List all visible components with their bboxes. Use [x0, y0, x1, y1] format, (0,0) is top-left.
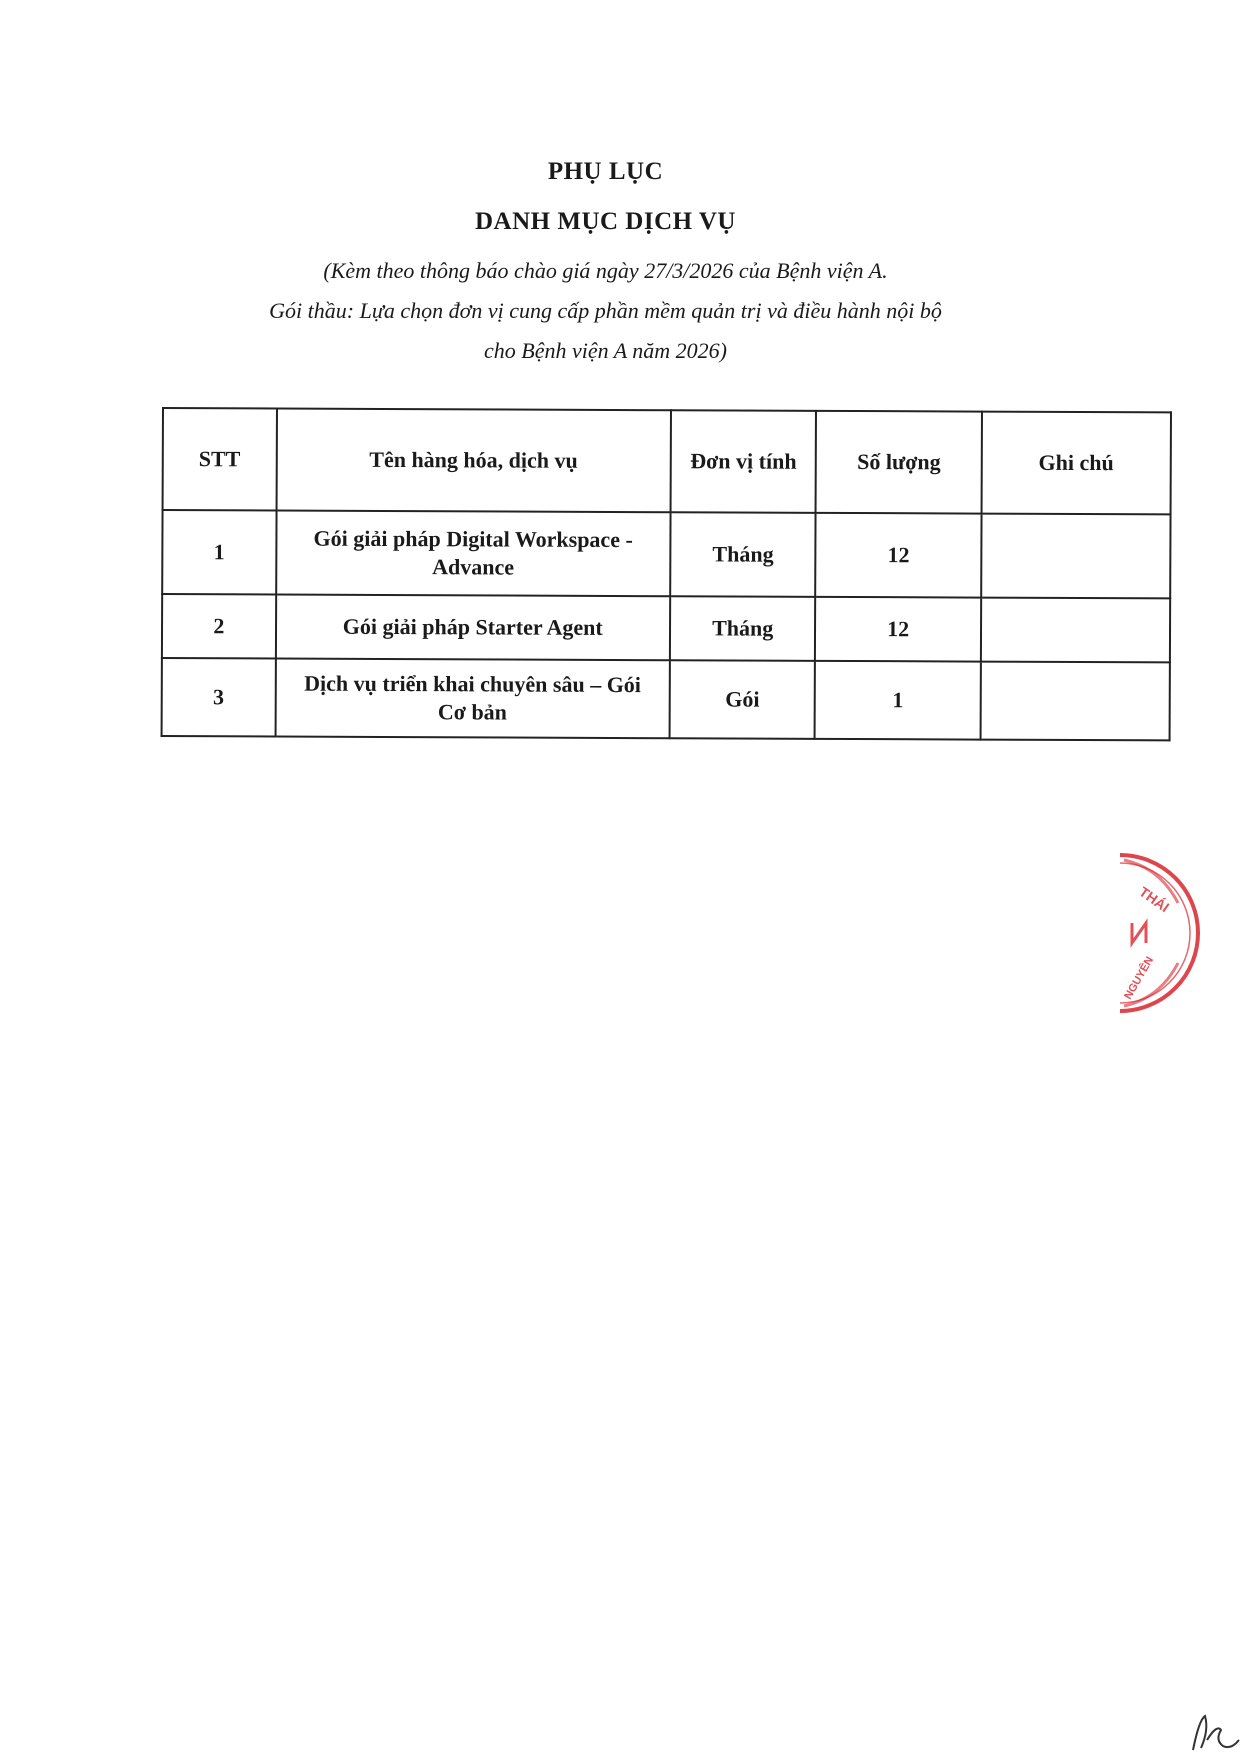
cell-name-line-2: Cơ bản	[437, 699, 508, 725]
cell-note	[981, 598, 1170, 663]
cell-name	[276, 510, 671, 596]
header-stt: STT	[163, 408, 277, 510]
cell-stt: 2	[162, 594, 276, 658]
cell-name-line-1: Dịch vụ triển khai chuyên sâu – Gói	[304, 670, 642, 698]
appendix-title: PHỤ LỤC	[547, 158, 664, 185]
header-name: Tên hàng hóa, dịch vụ	[276, 409, 671, 513]
cell-name-line-1: Gói giải pháp Starter Agent	[342, 613, 603, 640]
cell-note	[980, 662, 1169, 741]
subtitle-line-2: Gói thầu: Lựa chọn đơn vị cung cấp phần mềm quản trị và điều hành nội bộ	[269, 298, 942, 323]
catalog-title: DANH MỤC DỊCH VỤ	[474, 208, 736, 235]
header-quantity: Số lượng	[816, 411, 982, 514]
cell-stt: 1	[162, 510, 276, 594]
header-note: Ghi chú	[981, 412, 1171, 515]
cell-name	[276, 594, 671, 660]
svg-text:THÁI: THÁI	[1136, 883, 1173, 916]
cell-stt: 3	[162, 658, 276, 736]
cell-name-line-2: Advance	[432, 554, 515, 580]
handwritten-initial-icon	[1185, 1710, 1241, 1755]
red-seal-stamp-icon	[1120, 848, 1240, 1018]
table-row	[162, 594, 1170, 662]
cell-name-line-1: Gói giải pháp Digital Workspace -	[313, 525, 633, 553]
table-row	[162, 658, 1170, 740]
subtitle-line-3: cho Bệnh viện A năm 2026)	[484, 338, 727, 363]
table-header-row	[163, 408, 1171, 514]
cell-unit: Tháng	[670, 596, 816, 661]
svg-text:NGUYÊN: NGUYÊN	[1122, 954, 1157, 1002]
cell-note	[981, 514, 1171, 599]
cell-quantity: 1	[815, 661, 981, 740]
subtitle-line-1: (Kèm theo thông báo chào giá ngày 27/3/2026 của Bệnh viện A.	[323, 258, 888, 283]
cell-quantity: 12	[816, 513, 982, 598]
cell-quantity: 12	[815, 597, 981, 662]
cell-unit: Gói	[669, 660, 815, 739]
header-unit: Đơn vị tính	[670, 410, 816, 513]
service-catalog-table	[161, 407, 1172, 741]
cell-name	[275, 658, 670, 738]
cell-unit: Tháng	[670, 512, 816, 597]
table-row	[162, 510, 1170, 598]
